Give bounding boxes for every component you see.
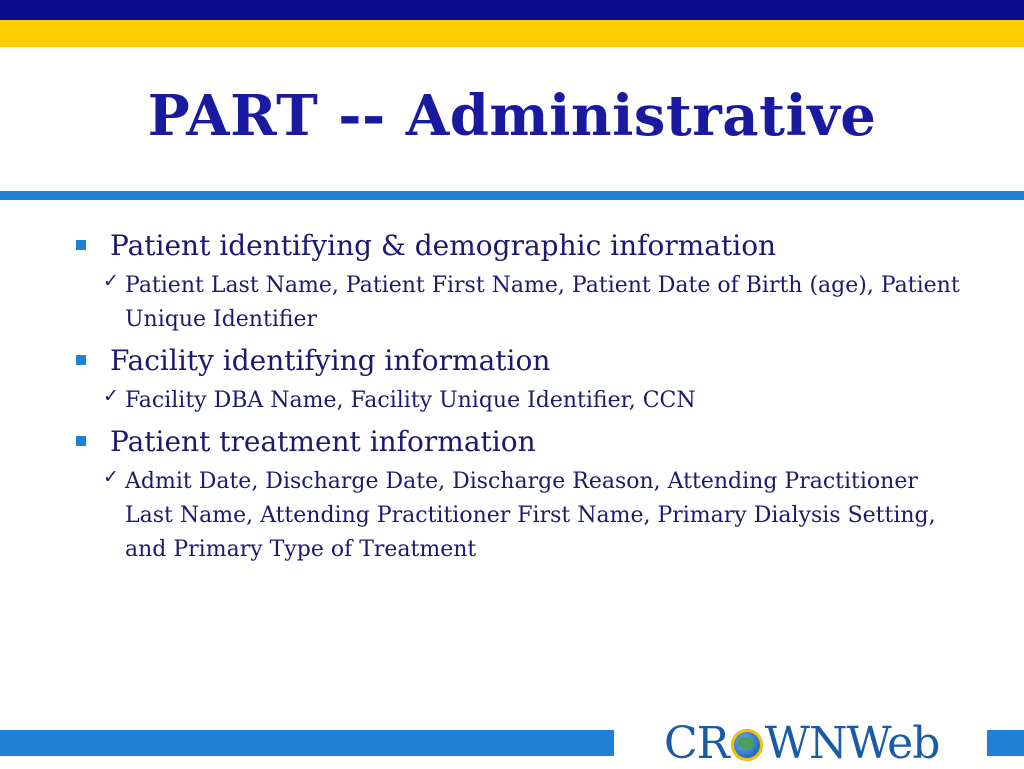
crownweb-logo: [664, 712, 944, 768]
title-divider: [0, 191, 1024, 200]
checkmark-icon: ✓: [103, 385, 119, 407]
bullet-item-patient-demographics: [70, 228, 970, 337]
logo-text-start: CR: [664, 718, 729, 769]
bullet-list: [70, 228, 970, 567]
bullet-label: Facility identifying information: [110, 344, 551, 377]
square-bullet-icon: [76, 355, 86, 365]
bullet-item-facility: [70, 343, 970, 418]
footer-bar-left: [0, 730, 614, 756]
bullet-item-treatment: [70, 424, 970, 567]
checkmark-icon: ✓: [103, 466, 119, 488]
sub-item-text: Patient Last Name, Patient First Name, Patient Date of Birth (age), Patient Unique Identifier: [125, 273, 960, 332]
square-bullet-icon: [76, 436, 86, 446]
bullet-label: Patient treatment information: [110, 425, 536, 458]
sub-item-text: Admit Date, Discharge Date, Discharge Reason, Attending Practitioner Last Name, Attending Practitioner First Name, Primary Dialysis Setting, and Primary Type of Treatment: [125, 469, 936, 562]
sub-item: [80, 465, 970, 567]
slide-title: PART -- Administrative: [147, 83, 877, 149]
logo-wordmark: [664, 718, 940, 769]
sub-item: [80, 384, 970, 418]
sub-item-text: Facility DBA Name, Facility Unique Identifier, CCN: [125, 388, 696, 413]
top-navy-bar: [0, 0, 1024, 20]
logo-text-end: WNWeb: [764, 718, 940, 769]
bullet-label: Patient identifying & demographic information: [110, 229, 777, 262]
top-gold-bar: [0, 20, 1024, 47]
footer-bar-right: [987, 730, 1024, 756]
square-bullet-icon: [76, 240, 86, 250]
sub-item: [80, 269, 970, 337]
globe-icon: [731, 729, 763, 761]
checkmark-icon: ✓: [103, 270, 119, 292]
